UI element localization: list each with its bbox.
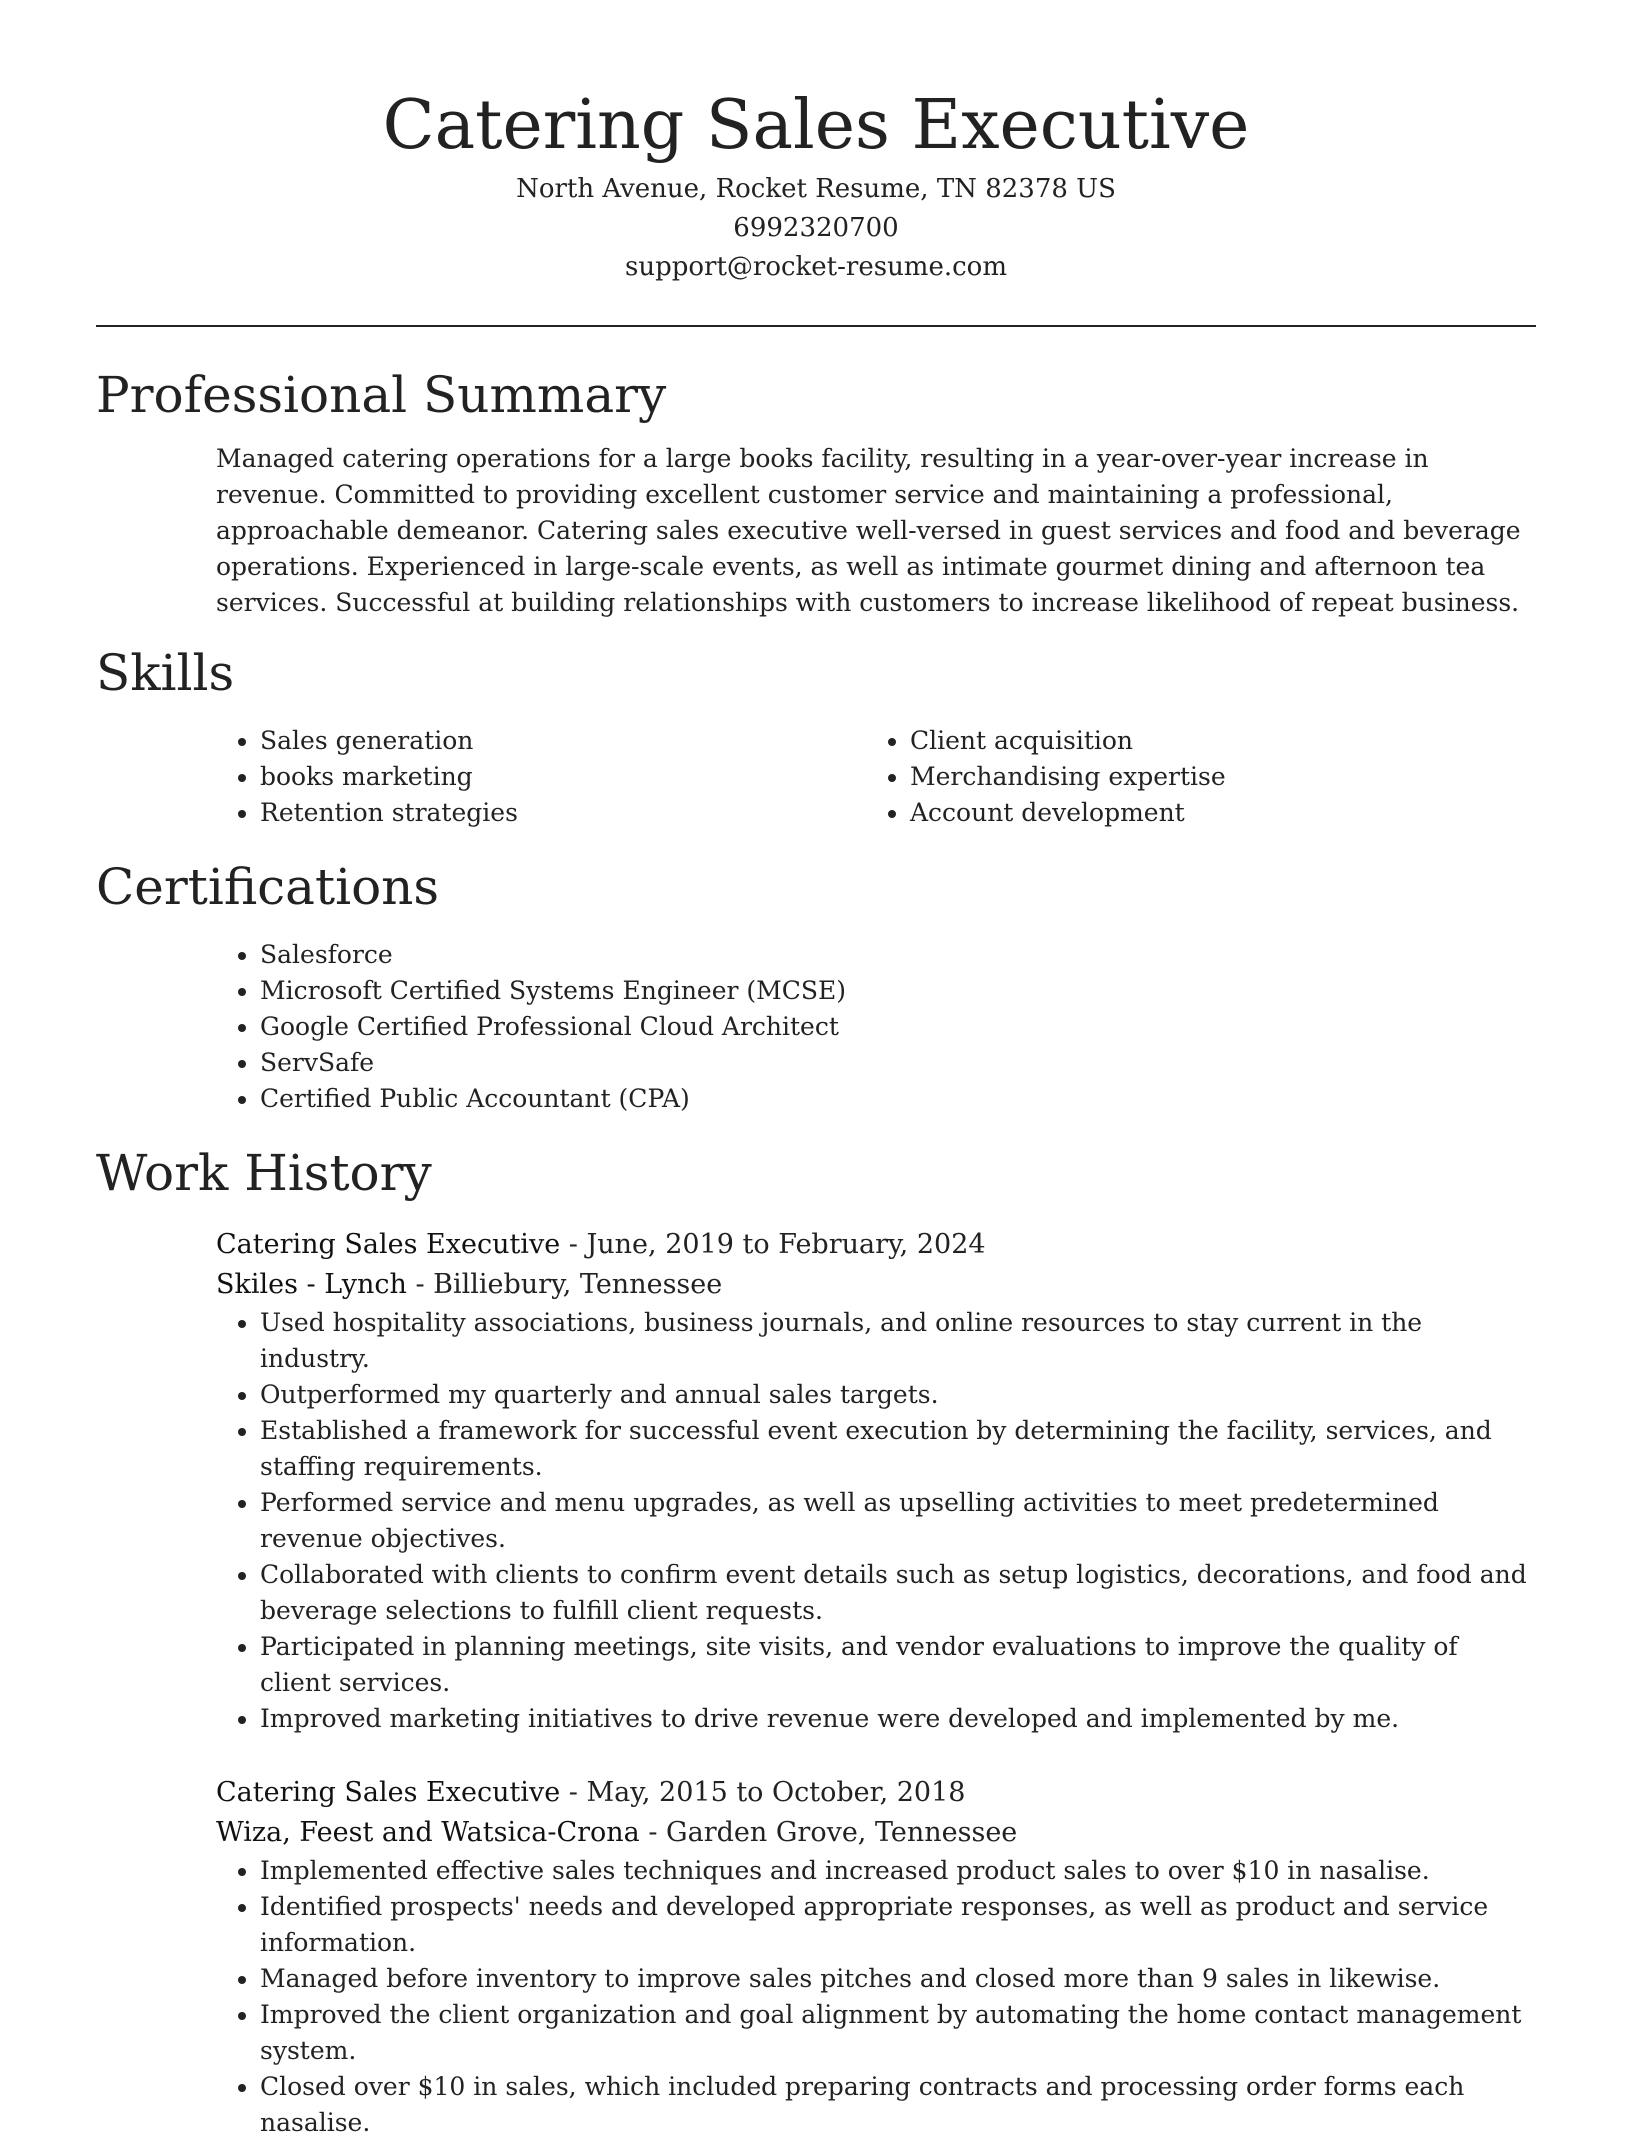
skill-item: • Account development <box>910 795 1516 831</box>
job-company: Wiza, Feest and Watsica-Crona <box>216 1817 640 1848</box>
job-bullet: • Managed before inventory to improve sales pitches and closed more than 9 sales in likewise. <box>260 1961 1536 1997</box>
job-location: - Garden Grove, Tennessee <box>639 1817 1018 1848</box>
certification-item: • ServSafe <box>260 1045 1536 1081</box>
job-location: - Billiebury, Tennessee <box>406 1269 723 1300</box>
summary-text: Managed catering operations for a large books facility, resulting in a year-over-year increase in revenue. Committed to providing excellent customer service and maintaining a professional, approachable demeanor. Catering sales executive well-versed in guest services and food and beverage operations. Experienced in large-scale events, as well as intimate gourmet dining and afternoon tea services. Successful at building relationships with customers to increase likelihood of repeat business. <box>216 444 1521 617</box>
job-bullet: • Used hospitality associations, business journals, and online resources to stay current in the industry. <box>260 1305 1536 1377</box>
job-bullet: • Closed over $10 in sales, which included preparing contracts and processing order forms each nasalise. <box>260 2069 1536 2141</box>
job-title-line <box>216 1773 1536 1813</box>
certifications-heading: Certifications <box>96 858 440 916</box>
job-company: Skiles - Lynch <box>216 1269 407 1300</box>
skill-item: • books marketing <box>260 759 866 795</box>
job-dates: - May, 2015 to October, 2018 <box>560 1777 966 1808</box>
address: North Avenue, Rocket Resume, TN 82378 US <box>516 174 1116 204</box>
job-entry <box>216 1773 1536 2141</box>
certification-item: • Salesforce <box>260 937 1536 973</box>
job-bullet: • Participated in planning meetings, site visits, and vendor evaluations to improve the quality of client services. <box>260 1629 1536 1701</box>
resume-page <box>96 0 1536 2141</box>
job-company-line <box>216 1813 1536 1853</box>
header-divider <box>96 325 1536 327</box>
skills-column-left <box>216 723 866 831</box>
job-bullet: • Improved the client organization and goal alignment by automating the home contact management system. <box>260 1997 1536 2069</box>
job-entry <box>216 1225 1536 1737</box>
candidate-name: Catering Sales Executive <box>382 86 1250 165</box>
job-bullet: • Performed service and menu upgrades, as well as upselling activities to meet predetermined revenue objectives. <box>260 1485 1536 1557</box>
job-bullet: • Improved marketing initiatives to drive revenue were developed and implemented by me. <box>260 1701 1536 1737</box>
job-role: Catering Sales Executive <box>216 1229 561 1260</box>
summary-heading: Professional Summary <box>96 366 667 424</box>
certifications-list <box>216 937 1536 1117</box>
phone: 6992320700 <box>733 213 899 243</box>
skill-item: • Merchandising expertise <box>910 759 1516 795</box>
certification-item: • Google Certified Professional Cloud Architect <box>260 1009 1536 1045</box>
job-bullet: • Collaborated with clients to confirm event details such as setup logistics, decorations, and food and beverage selections to fulfill client requests. <box>260 1557 1536 1629</box>
skill-item: • Retention strategies <box>260 795 866 831</box>
job-role: Catering Sales Executive <box>216 1777 561 1808</box>
work-history-heading: Work History <box>96 1144 432 1202</box>
job-bullet: • Implemented effective sales techniques and increased product sales to over $10 in nasalise. <box>260 1853 1536 1889</box>
job-company-line <box>216 1265 1536 1305</box>
job-bullets <box>216 1853 1536 2141</box>
job-bullet: • Identified prospects' needs and developed appropriate responses, as well as product and service information. <box>260 1889 1536 1961</box>
skill-item: • Sales generation <box>260 723 866 759</box>
job-dates: - June, 2019 to February, 2024 <box>560 1229 986 1260</box>
job-title-line <box>216 1225 1536 1265</box>
email: support@rocket-resume.com <box>624 252 1007 282</box>
skill-item: • Client acquisition <box>910 723 1516 759</box>
certification-item: • Certified Public Accountant (CPA) <box>260 1081 1536 1117</box>
job-bullets <box>216 1305 1536 1737</box>
resume-header <box>96 0 1536 287</box>
skills-column-right <box>866 723 1516 831</box>
job-bullet: • Outperformed my quarterly and annual sales targets. <box>260 1377 1536 1413</box>
job-bullet: • Established a framework for successful event execution by determining the facility, services, and staffing requirements. <box>260 1413 1536 1485</box>
certification-item: • Microsoft Certified Systems Engineer (MCSE) <box>260 973 1536 1009</box>
skills-heading: Skills <box>96 644 235 702</box>
skills-list <box>216 723 1536 831</box>
